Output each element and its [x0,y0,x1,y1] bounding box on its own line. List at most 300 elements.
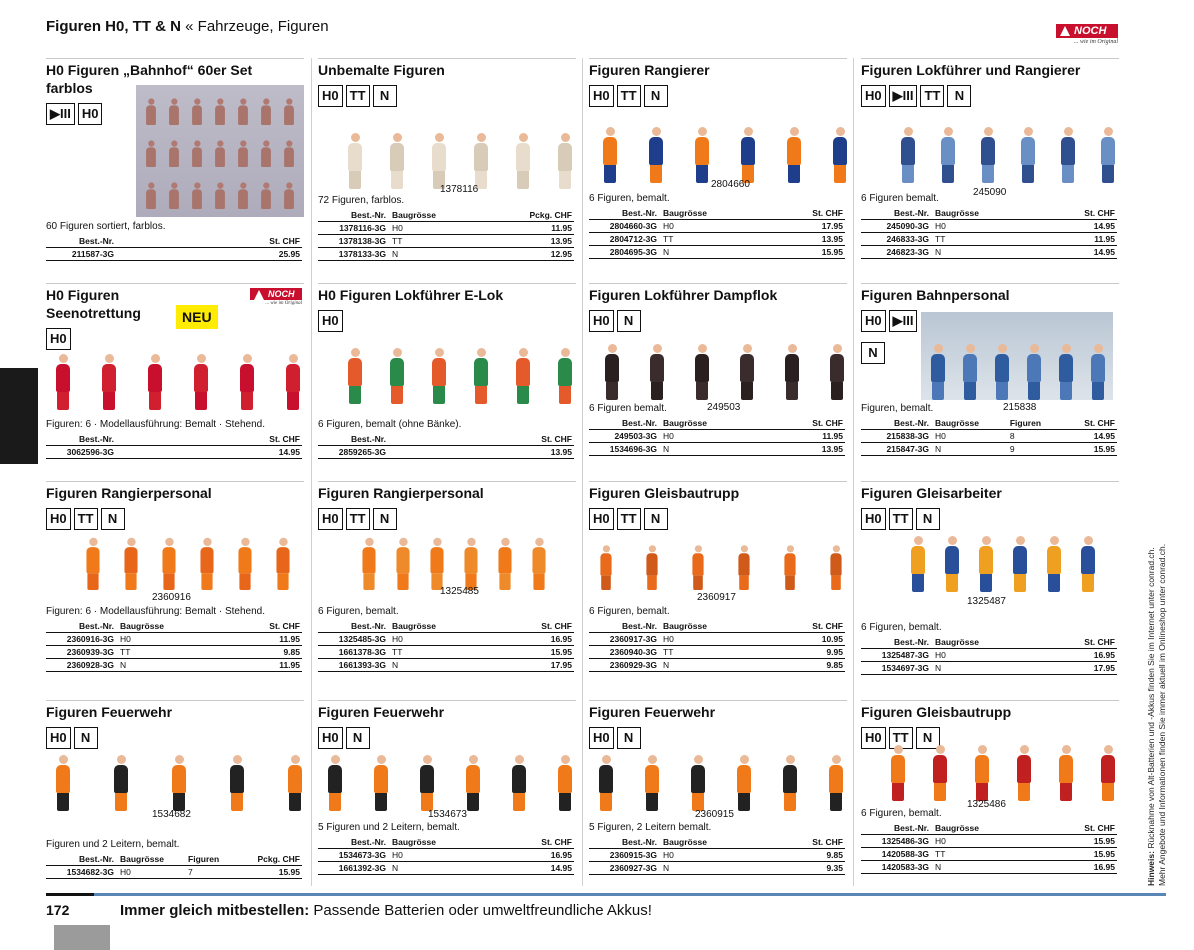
table-row [589,633,845,646]
scale-badges [589,727,641,749]
table-row [861,861,1117,874]
scale-badges [46,727,98,749]
scale-badge: TT [617,508,641,530]
figure [1027,344,1041,400]
product-card [589,283,847,481]
page-number: 172 [46,902,70,918]
price: 9.35 [768,862,845,875]
product-title: Figuren Gleisbautrupp [861,704,1012,720]
product-title: Figuren Feuerwehr [589,704,716,720]
table-row [318,633,574,646]
price-table [861,636,1117,675]
header-price: St. CHF [1040,636,1117,649]
scale: TT [661,646,768,659]
price-table [589,620,845,672]
order-number: 2360927-3G [589,862,661,875]
scale-badge: H0 [589,85,614,107]
price: 14.95 [137,446,302,459]
price-table [46,235,302,261]
figure [215,140,225,167]
order-number: 2360929-3G [589,659,661,672]
header-baugroesse: Baugrösse [933,207,1040,220]
product-description: Figuren: 6 · Modellausführung: Bemalt · Stehend. [46,606,266,617]
product-card [318,481,576,700]
figure [192,140,202,167]
scale: TT [661,233,768,246]
product-image [921,312,1113,400]
price-table [46,620,302,672]
header-price: St. CHF [768,207,845,220]
scale-badge: H0 [318,508,343,530]
figure [691,755,705,811]
figure [737,755,751,811]
scale [118,248,137,261]
scale-badge: N [373,508,397,530]
table-row [861,220,1117,233]
order-number: 3062596-3G [46,446,118,459]
price: 15.95 [236,866,302,879]
scale: H0 [933,649,1040,662]
product-image [136,85,304,217]
figure-count: 7 [186,866,236,879]
scale-badge: TT [889,508,913,530]
figure [102,354,116,410]
product-image [589,751,851,811]
product-description: 6 Figuren, bemalt. [589,193,670,204]
figure [474,133,488,189]
table-row [861,233,1117,246]
order-number: 1378133-3G [318,248,390,261]
item-number: 1534673 [428,809,467,820]
price-table [861,822,1117,874]
figure [516,348,530,404]
price-table-header [46,853,302,866]
figure [1081,536,1095,592]
order-number: 1325487-3G [861,649,933,662]
figure [645,755,659,811]
figure [1047,536,1061,592]
figure [432,133,446,189]
table-row [589,246,845,259]
price: 16.95 [497,633,574,646]
figure [603,127,617,183]
table-row [318,862,574,875]
item-number: 1534682 [152,809,191,820]
header-price: St. CHF [225,620,302,633]
table-row [589,862,845,875]
figure [148,354,162,410]
table-row [861,662,1117,675]
price: 11.95 [483,222,574,235]
product-card [589,481,847,700]
figure [1017,745,1031,801]
price: 25.95 [137,248,302,261]
order-number: 1325485-3G [318,633,390,646]
footer-rule [46,893,1166,896]
table-row [318,659,574,672]
figure [390,348,404,404]
figure [146,182,156,209]
scale [118,446,137,459]
scale-badge: H0 [861,508,886,530]
price: 15.95 [1063,443,1117,456]
scale: N [661,443,768,456]
order-number: 1325486-3G [861,835,933,848]
price: 17.95 [768,220,845,233]
figure [261,140,271,167]
scale-badge: N [101,508,125,530]
table-row [589,646,845,659]
order-number: 211587-3G [46,248,118,261]
price: 13.95 [483,235,574,248]
column-divider [311,58,312,886]
order-number: 2360928-3G [46,659,118,672]
item-number: 1325486 [967,799,1006,810]
scale-badges [861,310,917,332]
table-row [861,848,1117,861]
header-baugroesse: Baugrösse [933,822,1040,835]
order-number: 1661393-3G [318,659,390,672]
figure [284,182,294,209]
scale: H0 [661,849,768,862]
order-number: 2804712-3G [589,233,661,246]
header-best-nr: Best.-Nr. [861,822,933,835]
figure [215,98,225,125]
product-title: Figuren Gleisarbeiter [861,485,1002,501]
side-note: Hinweis: Rücknahme von Alt-Batterien und -Akkus finden Sie im Internet unter conrad.ch. Mehr Angebote und Informationen finden Sie immer aktuell im Onlineshop unter conrad.ch. [1146,543,1167,886]
price-table-header [589,836,845,849]
scale: N [933,443,1008,456]
figure [1013,536,1027,592]
price: 11.95 [1040,233,1117,246]
figure [172,755,186,811]
new-badge: NEU [176,305,218,329]
scale-badge: H0 [861,85,886,107]
order-number: 1420588-3G [861,848,933,861]
price: 13.95 [409,446,574,459]
header-price: St. CHF [1063,417,1117,430]
footer-message: Immer gleich mitbestellen: Passende Batterien oder umweltfreundliche Akkus! [120,902,652,919]
price-table-header [861,636,1117,649]
page-title: Figuren H0, TT & N « Fahrzeuge, Figuren [46,18,329,35]
figure [784,545,795,590]
price: 15.95 [1040,835,1117,848]
order-number: 2360940-3G [589,646,661,659]
figure [931,344,945,400]
figure [830,344,844,400]
figure [146,140,156,167]
scale-badge: H0 [318,85,343,107]
order-number: 1661392-3G [318,862,390,875]
figure [390,133,404,189]
product-title: Unbemalte Figuren [318,62,445,78]
header-price: St. CHF [768,836,845,849]
figure [692,545,703,590]
product-title: H0 Figuren Seenotrettung [46,287,141,321]
scale: N [933,861,1040,874]
item-number: 2360916 [152,592,191,603]
figure [192,98,202,125]
figure [933,745,947,801]
product-description: 60 Figuren sortiert, farblos. [46,221,166,232]
scale-badge: H0 [861,310,886,332]
header-baugroesse: Baugrösse [118,853,186,866]
product-card [318,700,576,890]
item-number: 2360915 [695,809,734,820]
order-number: 1534697-3G [861,662,933,675]
order-number: 1661378-3G [318,646,390,659]
figure [192,182,202,209]
figure [516,133,530,189]
header-baugroesse: Baugrösse [390,209,483,222]
item-number: 1378116 [440,184,479,195]
scale-badges [46,508,125,530]
figure [891,745,905,801]
figure [911,536,925,592]
scale: N [661,659,768,672]
figure [558,755,572,811]
price: 14.95 [497,862,574,875]
product-title: Figuren Rangierpersonal [46,485,212,501]
product-title: Figuren Feuerwehr [46,704,173,720]
product-card [318,58,576,283]
product-card [861,700,1119,890]
figure [738,545,749,590]
price: 17.95 [1040,662,1117,675]
table-row [46,866,302,879]
product-card [589,700,847,890]
order-number: 2804695-3G [589,246,661,259]
figure [558,348,572,404]
table-row [589,430,845,443]
table-row [861,835,1117,848]
scale-badges [589,85,668,107]
header-baugroesse: Baugrösse [933,636,1040,649]
figure [646,545,657,590]
scale-badge: TT [346,85,370,107]
figure [464,538,477,590]
figure [532,538,545,590]
product-image [318,751,580,811]
order-number: 1420583-3G [861,861,933,874]
price-table-header [46,620,302,633]
scale-badges [318,727,370,749]
figure [1059,745,1073,801]
scale: TT [118,646,225,659]
scale-badge: H0 [318,310,343,332]
header-best-nr: Best.-Nr. [318,836,390,849]
header-best-nr: Best.-Nr. [46,853,118,866]
scale-badge: H0 [318,727,343,749]
figure [995,344,1009,400]
price: 15.95 [497,646,574,659]
figure [512,755,526,811]
order-number: 249503-3G [589,430,661,443]
header-price: St. CHF [497,620,574,633]
price-table [318,433,574,459]
item-number: 2360917 [697,592,736,603]
figure [420,755,434,811]
product-image [338,83,578,189]
table-row [861,443,1117,456]
figure [276,538,289,590]
table-row [46,633,302,646]
header-price: St. CHF [137,433,302,446]
price-table [318,620,574,672]
scale-badge: H0 [589,310,614,332]
item-number: 245090 [973,187,1007,198]
figure-count: 9 [1008,443,1063,456]
figure [1101,127,1115,183]
figure [362,538,375,590]
table-row [589,443,845,456]
price-table [318,209,574,261]
figure [240,354,254,410]
figure [348,133,362,189]
scale-badges [589,508,668,530]
price: 16.95 [1040,861,1117,874]
price-table [46,433,302,459]
scale-badge: H0 [46,328,71,350]
scale-badge: ▶III [46,103,75,125]
header-best-nr: Best.-Nr. [589,417,661,430]
scale-badges [861,342,885,364]
product-description: Figuren und 2 Leitern, bemalt. [46,839,180,850]
product-card [318,283,576,481]
item-number: 249503 [707,402,741,413]
scale: N [661,862,768,875]
figure [230,755,244,811]
header-best-nr: Best.-Nr. [861,636,933,649]
scale-badge: N [947,85,971,107]
figure [238,538,251,590]
header-best-nr: Best.-Nr. [318,620,390,633]
scale: H0 [933,835,1040,848]
page-corner-block [54,925,110,950]
product-card [861,283,1119,481]
figure [605,344,619,400]
price-table-header [318,620,574,633]
scale-badge: H0 [861,727,886,749]
price: 9.85 [768,659,845,672]
figure [981,127,995,183]
product-title: Figuren Lokführer und Rangierer [861,62,1081,78]
item-number: 1325487 [967,596,1006,607]
order-number: 2804660-3G [589,220,661,233]
price-table-header [589,620,845,633]
scale-badge: N [74,727,98,749]
figure [194,354,208,410]
header-price: Pckg. CHF [236,853,302,866]
price: 14.95 [1040,246,1117,259]
figure [1059,344,1073,400]
product-image [589,542,849,590]
figure [169,98,179,125]
scale: TT [933,233,1040,246]
scale-badges [318,508,397,530]
scale: H0 [390,849,497,862]
header-best-nr: Best.-Nr. [861,417,933,430]
header-price: St. CHF [768,417,845,430]
order-number: 215847-3G [861,443,933,456]
scale: TT [390,646,497,659]
header-best-nr: Best.-Nr. [589,207,661,220]
scale: H0 [118,633,225,646]
table-row [318,849,574,862]
scale-badge: N [644,508,668,530]
figure [146,98,156,125]
figure [215,182,225,209]
price: 13.95 [768,233,845,246]
figure [86,538,99,590]
header-price: St. CHF [497,836,574,849]
table-row [318,235,574,248]
figure [945,536,959,592]
price-table-header [861,417,1117,430]
product-image [901,512,1101,592]
price: 9.85 [768,849,845,862]
figure [432,348,446,404]
scale-badge: N [916,508,940,530]
price: 9.85 [225,646,302,659]
figure [1091,344,1105,400]
order-number: 2360916-3G [46,633,118,646]
price: 17.95 [497,659,574,672]
product-title: H0 Figuren Lokführer E-Lok [318,287,504,303]
order-number: 246833-3G [861,233,933,246]
price: 13.95 [768,443,845,456]
product-description: 72 Figuren, farblos. [318,195,405,206]
header-best-nr: Best.-Nr. [46,620,118,633]
figure [599,755,613,811]
scale: H0 [661,633,768,646]
product-title: Figuren Feuerwehr [318,704,445,720]
product-title: H0 Figuren „Bahnhof“ 60er Set farblos [46,62,253,96]
figure [1101,745,1115,801]
price-table-header [46,235,302,248]
header-baugroesse: Baugrösse [661,836,768,849]
header-baugroesse: Baugrösse [390,620,497,633]
figure [695,344,709,400]
scale: N [933,662,1040,675]
scale: N [118,659,225,672]
product-image [352,534,552,590]
scale: H0 [390,222,483,235]
price-table-header [318,433,574,446]
scale-badge: H0 [46,727,71,749]
product-description: 6 Figuren bemalt. [589,403,667,414]
price: 14.95 [1063,430,1117,443]
price: 9.95 [768,646,845,659]
order-number: 2859265-3G [318,446,390,459]
price-table-header [318,209,574,222]
figure [261,98,271,125]
scale-badge: N [617,310,641,332]
product-image [593,109,853,183]
noch-logo-small: NOCH ... wie im Original [250,288,302,310]
table-row [318,646,574,659]
column-divider [853,58,854,886]
product-description: 6 Figuren, bemalt. [861,808,942,819]
product-image [881,731,1121,801]
figure [649,127,663,183]
figure [558,133,572,189]
figure [114,755,128,811]
scale-badges [861,85,971,107]
product-title: Figuren Rangierpersonal [318,485,484,501]
scale-badges [318,310,343,332]
figure [785,344,799,400]
